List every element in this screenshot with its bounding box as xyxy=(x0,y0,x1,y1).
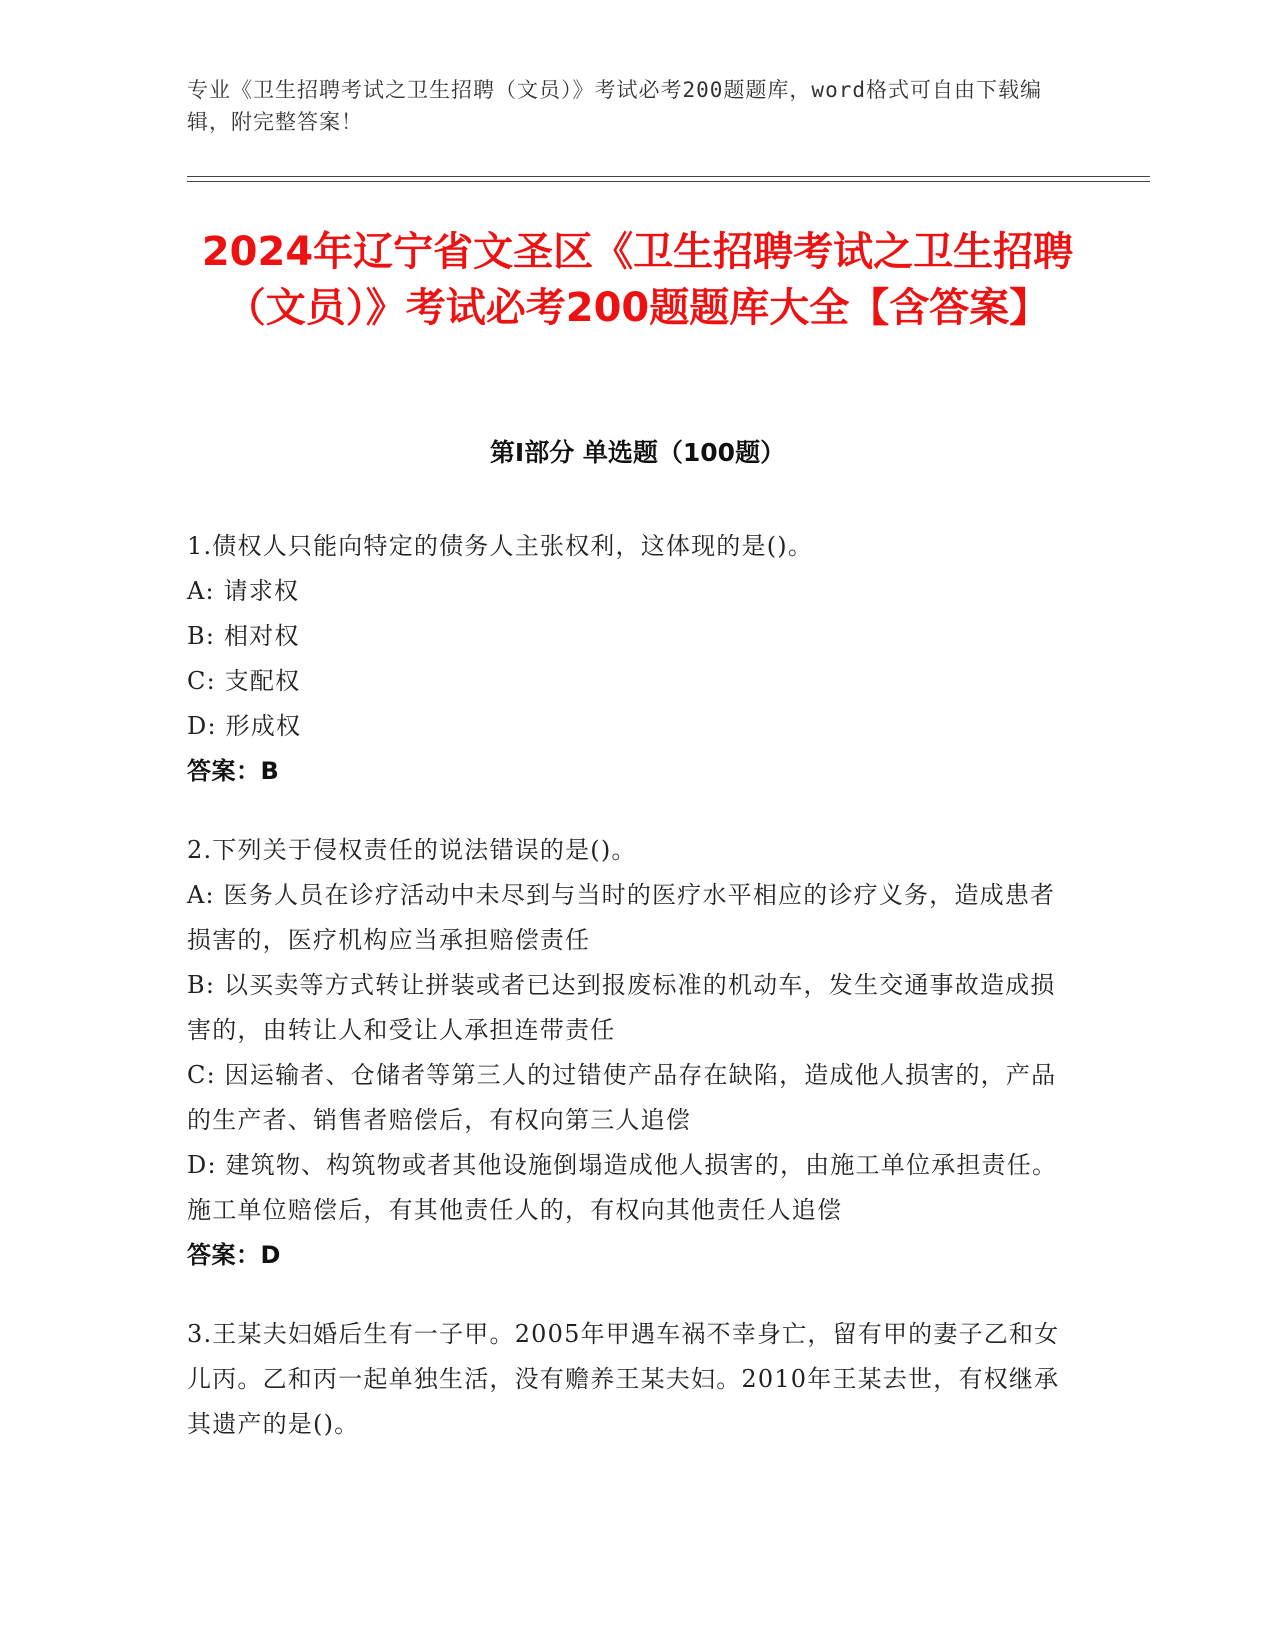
option-c: C: 支配权 xyxy=(187,667,301,695)
header-divider-top xyxy=(187,176,1150,177)
option-a: A: 请求权 xyxy=(187,577,300,605)
question-1 xyxy=(187,524,1067,794)
option-b: B: 以买卖等方式转让拼装或者已达到报废标准的机动车，发生交通事故造成损害的，由转让人和受让人承担连带责任 xyxy=(187,971,1056,1044)
question-text: 1.债权人只能向特定的债务人主张权利，这体现的是()。 xyxy=(187,532,814,560)
question-list xyxy=(187,524,1067,1481)
answer-label: 答案：D xyxy=(187,1241,281,1269)
question-text: 2.下列关于侵权责任的说法错误的是()。 xyxy=(187,836,637,864)
document-title: 2024年辽宁省文圣区《卫生招聘考试之卫生招聘（文员）》考试必考200题题库大全【含答案】 xyxy=(201,229,1074,331)
option-d: D: 形成权 xyxy=(187,712,302,740)
answer-label: 答案：B xyxy=(187,757,280,785)
option-b: B: 相对权 xyxy=(187,622,300,650)
header-divider-bottom xyxy=(187,181,1150,182)
option-d: D: 建筑物、构筑物或者其他设施倒塌造成他人损害的，由施工单位承担责任。施工单位赔偿后，有其他责任人的，有权向其他责任人追偿 xyxy=(187,1151,1058,1224)
question-3 xyxy=(187,1312,1067,1447)
option-c: C: 因运输者、仓储者等第三人的过错使产品存在缺陷，造成他人损害的，产品的生产者、销售者赔偿后，有权向第三人追偿 xyxy=(187,1061,1057,1134)
question-2 xyxy=(187,828,1067,1278)
section-heading: 第I部分 单选题（100题） xyxy=(489,438,786,467)
header-note: 专业《卫生招聘考试之卫生招聘（文员）》考试必考200题题库，word格式可自由下载编辑，附完整答案！ xyxy=(187,78,1042,134)
option-a: A: 医务人员在诊疗活动中未尽到与当时的医疗水平相应的诊疗义务，造成患者损害的，医疗机构应当承担赔偿责任 xyxy=(187,881,1056,954)
question-text: 3.王某夫妇婚后生有一子甲。2005年甲遇车祸不幸身亡，留有甲的妻子乙和女儿丙。乙和丙一起单独生活，没有赡养王某夫妇。2010年王某去世，有权继承其遗产的是()。 xyxy=(187,1320,1060,1438)
